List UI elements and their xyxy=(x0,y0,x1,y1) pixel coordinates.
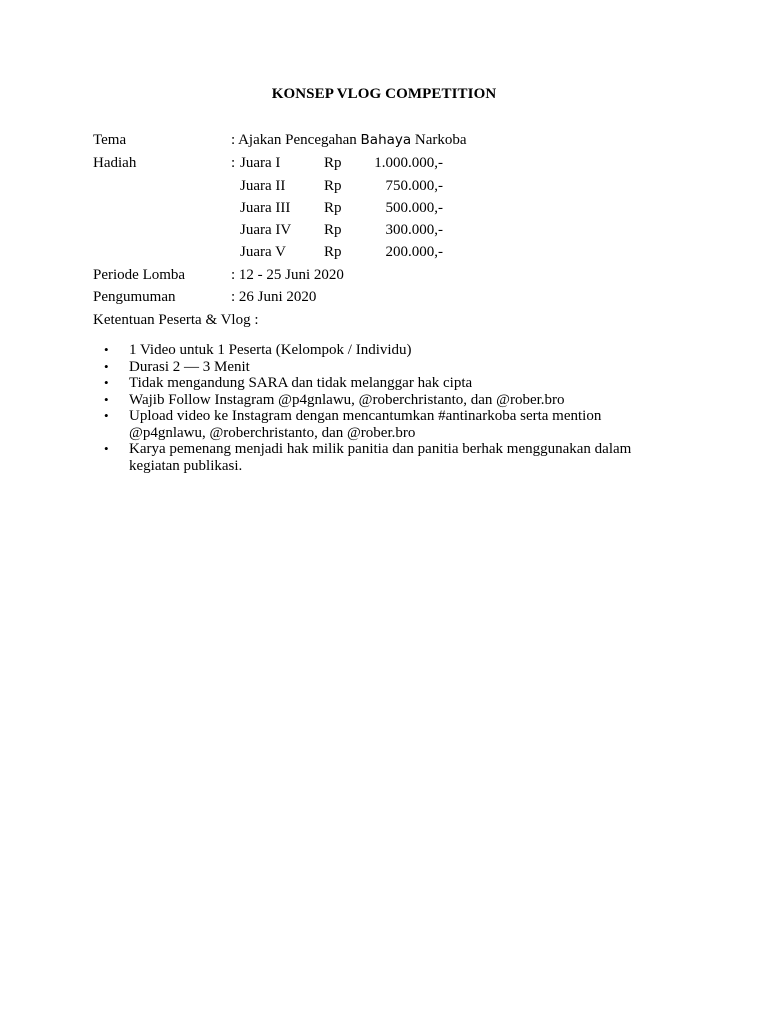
prize-name: Juara II xyxy=(240,178,286,194)
rules-list xyxy=(104,342,664,474)
prize-name: Juara IV xyxy=(240,222,292,238)
tema-value xyxy=(231,130,467,150)
hadiah-label: Hadiah xyxy=(93,155,137,171)
prize-amount: 300.000,- xyxy=(385,222,443,238)
list-item xyxy=(104,392,664,409)
list-item xyxy=(104,408,664,441)
ketentuan-heading: Ketentuan Peserta & Vlog : xyxy=(93,312,259,328)
rule-text: Wajib Follow Instagram @p4gnlawu, @roberchristanto, dan @rober.bro xyxy=(129,391,565,408)
rule-text: Upload video ke Instagram dengan mencantumkan #antinarkoba serta mention @p4gnlawu, @roberchristanto, dan @rober.bro xyxy=(129,408,602,441)
rule-text: Tidak mengandung SARA dan tidak melanggar hak cipta xyxy=(129,375,473,391)
prize-currency: Rp xyxy=(324,178,342,194)
bullet-icon: • xyxy=(104,391,109,407)
list-item xyxy=(104,359,664,376)
tema-label: Tema xyxy=(93,132,127,148)
rule-text: Karya pemenang menjadi hak milik panitia dan panitia berhak menggunakan dalam kegiatan publikasi. xyxy=(129,441,632,474)
hadiah-colon: : xyxy=(231,155,236,171)
bullet-icon: • xyxy=(104,342,109,357)
bullet-icon: • xyxy=(104,358,109,374)
bullet-icon: • xyxy=(104,375,109,390)
prize-currency: Rp xyxy=(324,244,342,260)
prize-name: Juara I xyxy=(240,155,281,171)
prize-amount: 750.000,- xyxy=(385,178,443,194)
bullet-icon: • xyxy=(104,441,109,456)
prize-currency: Rp xyxy=(324,200,342,216)
prize-amount: 500.000,- xyxy=(385,200,443,216)
list-item xyxy=(104,441,664,474)
tema-value-prefix: : Ajakan Pencegahan xyxy=(231,132,361,148)
prize-amount: 200.000,- xyxy=(385,244,443,260)
prize-amount: 1.000.000,- xyxy=(374,155,443,171)
rule-text: Durasi 2 — 3 Menit xyxy=(129,358,250,375)
list-item xyxy=(104,375,664,392)
prize-name: Juara V xyxy=(240,244,286,260)
tema-value-highlight: Bahaya xyxy=(360,132,412,148)
rule-text: 1 Video untuk 1 Peserta (Kelompok / Individu) xyxy=(129,342,412,358)
document-title: KONSEP VLOG COMPETITION xyxy=(271,86,497,102)
list-item xyxy=(104,342,664,359)
pengumuman-value: : 26 Juni 2020 xyxy=(231,289,317,305)
prize-currency: Rp xyxy=(324,155,342,171)
prize-name: Juara III xyxy=(240,200,291,216)
bullet-icon: • xyxy=(104,408,109,423)
periode-value: : 12 - 25 Juni 2020 xyxy=(231,267,344,283)
periode-label: Periode Lomba xyxy=(93,267,186,283)
tema-value-suffix: Narkoba xyxy=(411,132,467,148)
pengumuman-label: Pengumuman xyxy=(93,289,176,305)
prize-currency: Rp xyxy=(324,222,342,238)
